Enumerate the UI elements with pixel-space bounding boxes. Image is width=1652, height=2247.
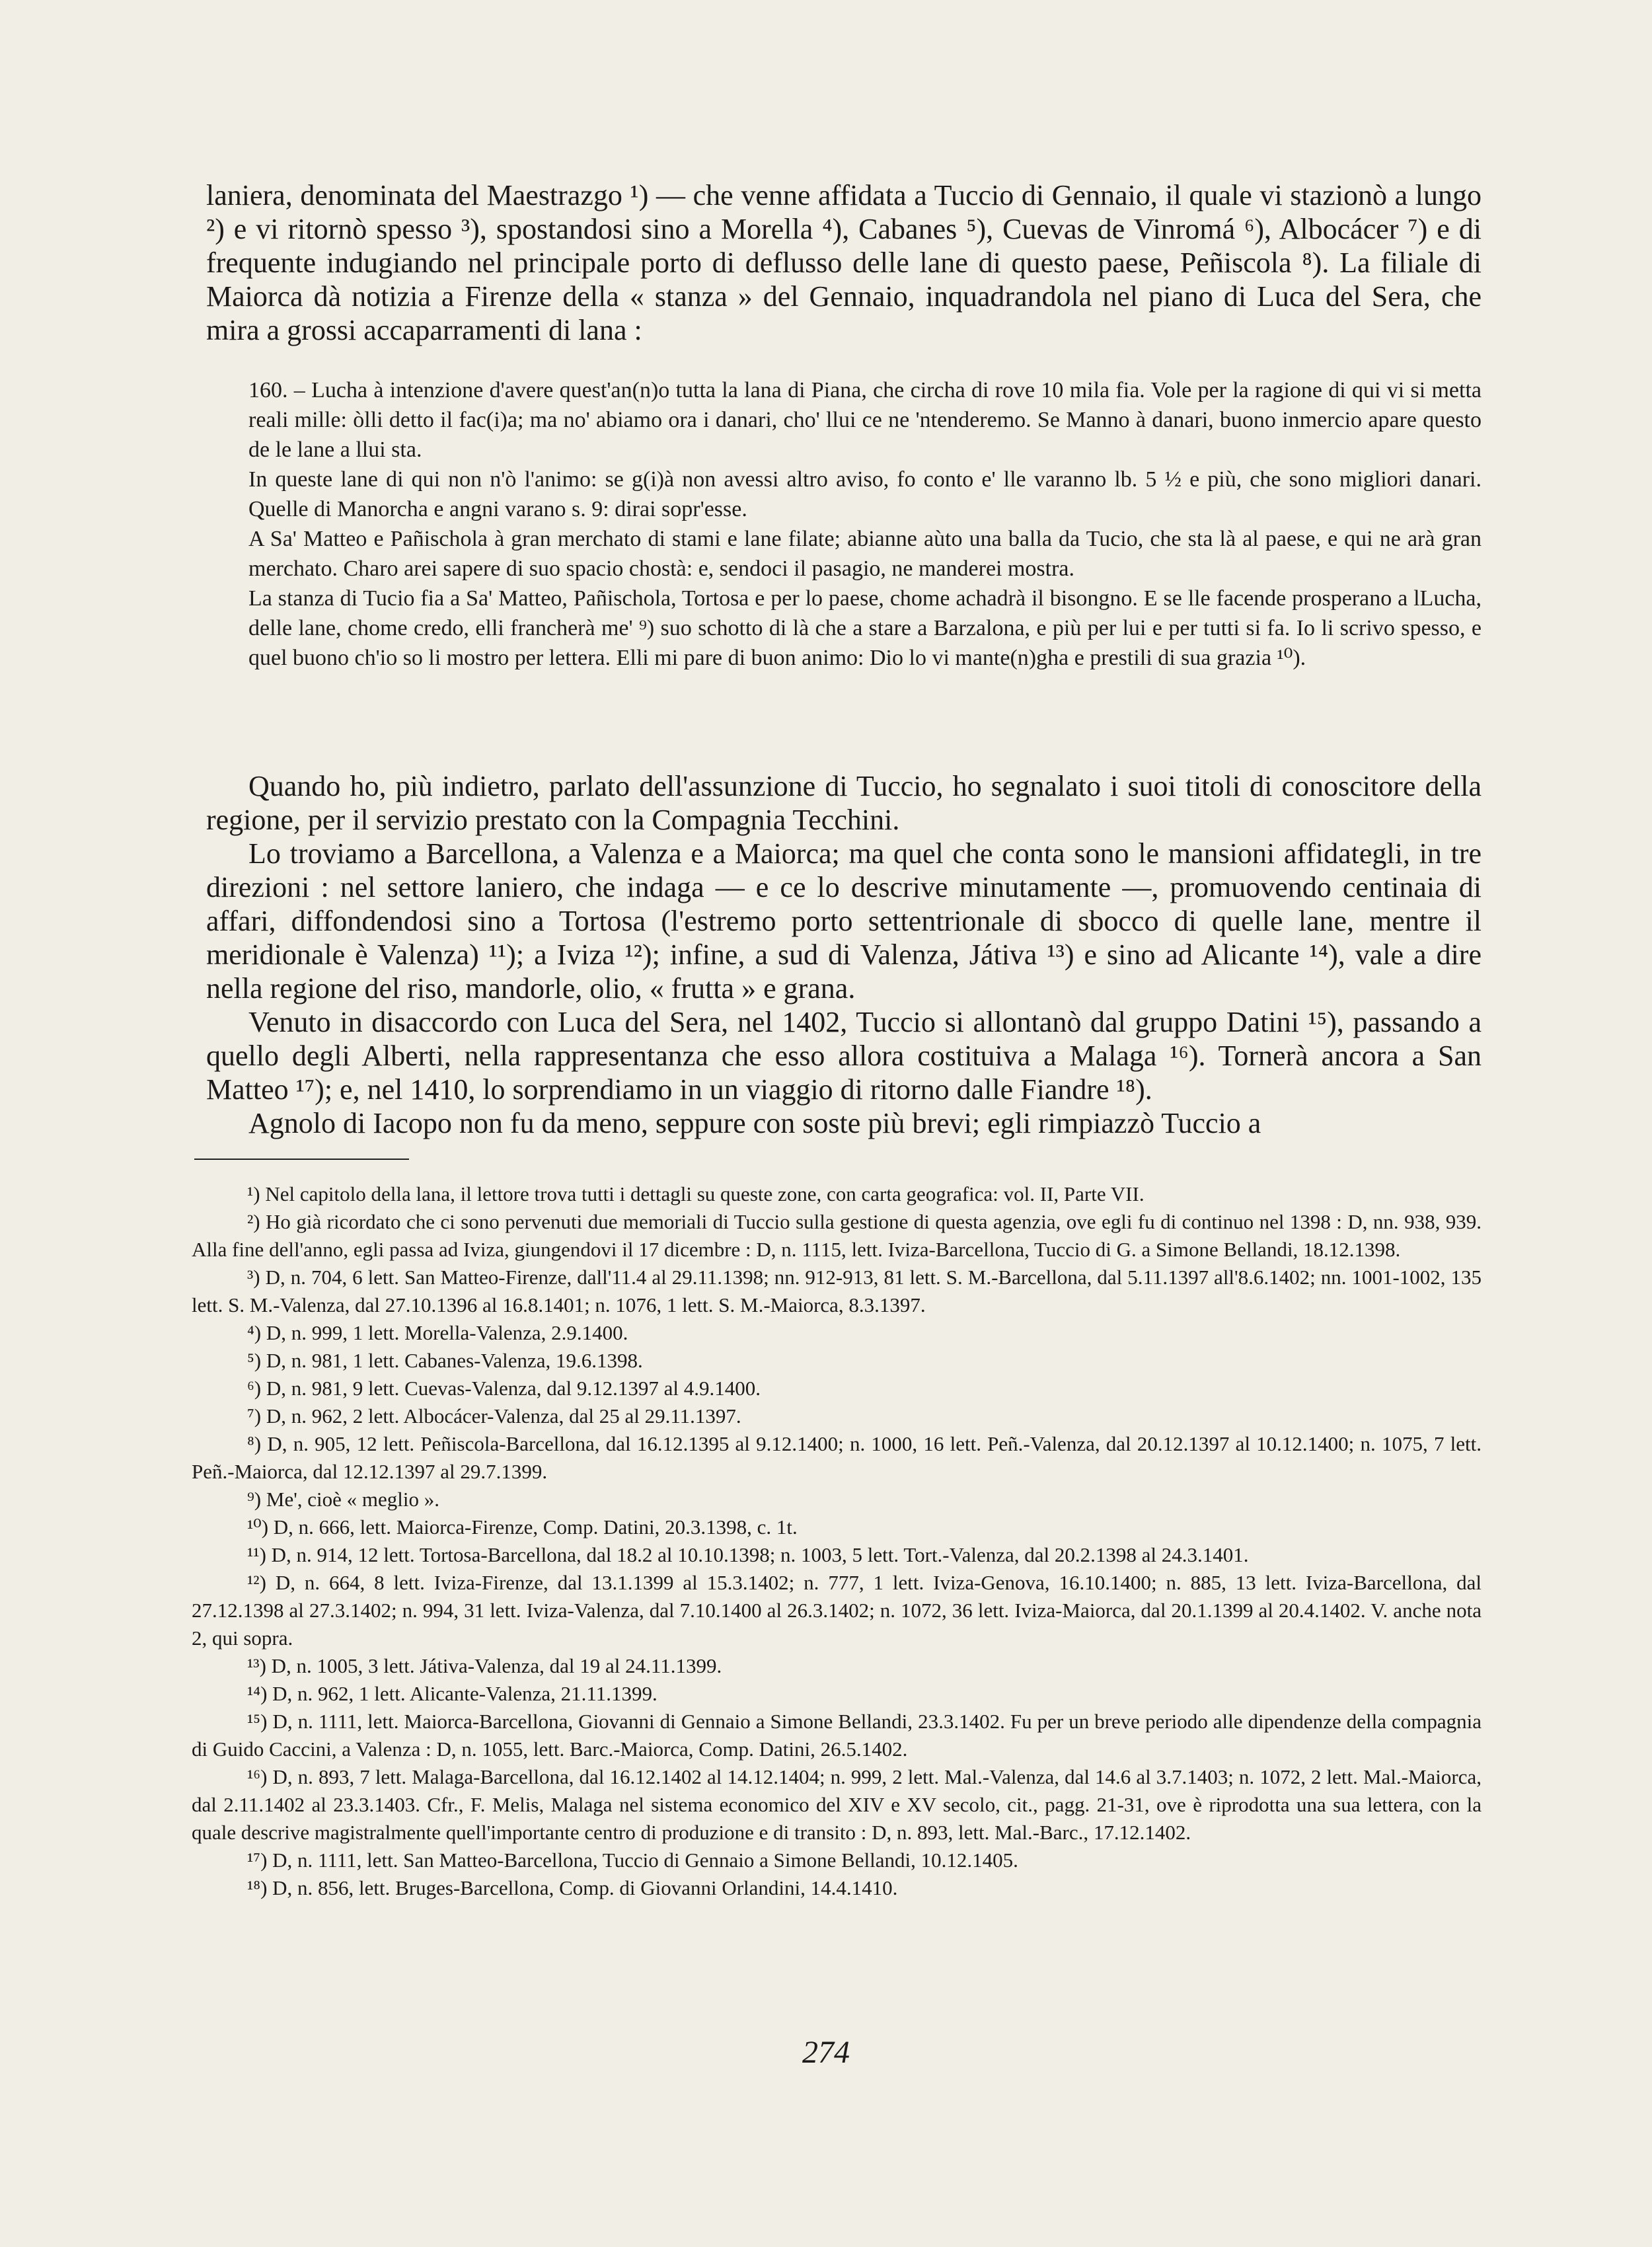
- footnote-divider: [194, 1159, 409, 1160]
- footnote: ¹⁰) D, n. 666, lett. Maiorca-Firenze, Comp. Datini, 20.3.1398, c. 1t.: [247, 1515, 798, 1539]
- quoted-letter: [248, 375, 1482, 673]
- footnote: ¹⁶) D, n. 893, 7 lett. Malaga-Barcellona, dal 16.12.1402 al 14.12.1404; n. 999, 2 lett. Mal.-Valenza, dal 14.6 al 3.7.1403; n. 1072, 2 lett. Mal.-Maiorca, dal 2.11.1402 al 23.3.1403. Cfr., F. Melis, Malaga nel sistema economico del XIV e XV secolo, cit., pagg. 21-31, ove è riprodotta una sua lettera, con la quale descrive magistralmente quell'importante centro di produzione e di transito : D, n. 893, lett. Mal.-Barc., 17.12.1402.: [192, 1765, 1482, 1844]
- footnote: ¹¹) D, n. 914, 12 lett. Tortosa-Barcellona, dal 18.2 al 10.10.1398; n. 1003, 5 lett. Tort.-Valenza, dal 20.2.1398 al 24.3.1401.: [247, 1543, 1249, 1566]
- footnote: ⁴) D, n. 999, 1 lett. Morella-Valenza, 2.9.1400.: [247, 1321, 628, 1344]
- footnote: ¹³) D, n. 1005, 3 lett. Játiva-Valenza, dal 19 al 24.11.1399.: [247, 1654, 722, 1677]
- main-paragraph: Quando ho, più indietro, parlato dell'assunzione di Tuccio, ho segnalato i suoi titoli di conoscitore della regione, per il servizio prestato con la Compagnia Tecchini.: [206, 770, 1482, 836]
- page-number: 274: [802, 2035, 850, 2070]
- footnote: ⁶) D, n. 981, 9 lett. Cuevas-Valenza, dal 9.12.1397 al 4.9.1400.: [247, 1377, 761, 1400]
- quote-paragraph: In queste lane di qui non n'ò l'animo: se g(i)à non avessi altro aviso, fo conto e' lle varanno lb. 5 ½ e più, che sono migliori danari. Quelle di Manorcha e angni varano s. 9: dirai sopr'esse.: [248, 467, 1482, 521]
- intro-paragraph: [206, 178, 1482, 347]
- main-paragraph: Lo troviamo a Barcellona, a Valenza e a Maiorca; ma quel che conta sono le mansioni affidategli, in tre direzioni : nel settore laniero, che indaga — e ce lo descrive minutamente —, promuovendo centinaia di affari, diffondendosi sino a Tortosa (l'estremo porto settentrionale di sbocco di quelle lane, mentre il meridionale è Valenza) ¹¹); a Iviza ¹²); infine, a sud di Valenza, Játiva ¹³) e sino ad Alicante ¹⁴), vale a dire nella regione del riso, mandorle, olio, « frutta » e grana.: [206, 837, 1482, 1005]
- main-text: [206, 769, 1482, 1140]
- main-paragraph: Agnolo di Iacopo non fu da meno, seppure con soste più brevi; egli rimpiazzò Tuccio a: [248, 1107, 1261, 1139]
- footnote: ¹⁷) D, n. 1111, lett. San Matteo-Barcellona, Tuccio di Gennaio a Simone Bellandi, 10.12.1405.: [247, 1848, 1018, 1872]
- footnote: ¹) Nel capitolo della lana, il lettore trova tutti i dettagli su queste zone, con carta geografica: vol. II, Parte VII.: [247, 1182, 1145, 1205]
- main-paragraph: Venuto in disaccordo con Luca del Sera, nel 1402, Tuccio si allontanò dal gruppo Datini ¹⁵), passando a quello degli Alberti, nella rappresentanza che esso allora costituiva a Malaga ¹⁶). Tornerà ancora a San Matteo ¹⁷); e, nel 1410, lo sorprendiamo in un viaggio di ritorno dalle Fiandre ¹⁸).: [206, 1006, 1482, 1106]
- footnote: ¹²) D, n. 664, 8 lett. Iviza-Firenze, dal 13.1.1399 al 15.3.1402; n. 777, 1 lett. Iviza-Genova, 16.10.1400; n. 885, 13 lett. Iviza-Barcellona, dal 27.12.1398 al 27.3.1402; n. 994, 31 lett. Iviza-Valenza, dal 7.10.1400 al 26.3.1402; n. 1072, 36 lett. Iviza-Maiorca, dal 20.1.1399 al 20.4.1402. V. anche nota 2, qui sopra.: [192, 1571, 1482, 1650]
- footnote: ⁸) D, n. 905, 12 lett. Peñiscola-Barcellona, dal 16.12.1395 al 9.12.1400; n. 1000, 16 lett. Peñ.-Valenza, dal 20.12.1397 al 10.12.1400; n. 1075, 7 lett. Peñ.-Maiorca, dal 12.12.1397 al 29.7.1399.: [192, 1432, 1482, 1483]
- intro-text: laniera, denominata del Maestrazgo ¹) — che venne affidata a Tuccio di Gennaio, il quale vi stazionò a lungo ²) e vi ritornò spesso ³), spostandosi sino a Morella ⁴), Cabanes ⁵), Cuevas de Vinromá ⁶), Albocácer ⁷) e di frequente indugiando nel principale porto di deflusso delle lane di questo paese, Peñiscola ⁸). La filiale di Maiorca dà notizia a Firenze della « stanza » del Gennaio, inquadrandola nel piano di Luca del Sera, che mira a grossi accaparramenti di lana :: [206, 179, 1482, 346]
- footnote: ¹⁸) D, n. 856, lett. Bruges-Barcellona, Comp. di Giovanni Orlandini, 14.4.1410.: [247, 1876, 898, 1899]
- quote-paragraph: La stanza di Tucio fia a Sa' Matteo, Pañischola, Tortosa e per lo paese, chome achadrà il bisongno. E se lle facende prosperano a lLucha, delle lane, chome credo, elli francherà me' ⁹) suo schotto di là che a stare a Barzalona, e più per lui e per tutti si fa. Io li scrivo spesso, e quel buono ch'io so li mostro per lettera. Elli mi pare di buon animo: Dio lo vi mante(n)gha e prestili di sua grazia ¹⁰).: [248, 586, 1482, 670]
- footnote: ⁹) Me', cioè « meglio ».: [247, 1488, 440, 1511]
- footnote: ⁷) D, n. 962, 2 lett. Albocácer-Valenza, dal 25 al 29.11.1397.: [247, 1404, 741, 1428]
- footnote: ²) Ho già ricordato che ci sono pervenuti due memoriali di Tuccio sulla gestione di questa agenzia, ove egli fu di continuo nel 1398 : D, nn. 938, 939. Alla fine dell'anno, egli passa ad Iviza, giungendovi il 17 dicembre : D, n. 1115, lett. Iviza-Barcellona, Tuccio di G. a Simone Bellandi, 18.12.1398.: [192, 1210, 1482, 1261]
- footnote: ⁵) D, n. 981, 1 lett. Cabanes-Valenza, 19.6.1398.: [247, 1349, 643, 1372]
- footnote: ¹⁴) D, n. 962, 1 lett. Alicante-Valenza, 21.11.1399.: [247, 1682, 657, 1705]
- quote-paragraph: 160. – Lucha à intenzione d'avere quest'an(n)o tutta la lana di Piana, che circha di rove 10 mila fia. Vole per la ragione di qui vi si metta reali mille: òlli detto il fac(i)a; ma no' abiamo ora i danari, cho' llui ce ne 'ntenderemo. Se Manno à danari, buono inmercio apare questo de le lane a llui sta.: [248, 378, 1482, 462]
- quote-paragraph: A Sa' Matteo e Pañischola à gran merchato di stami e lane filate; abianne aùto una balla da Tucio, che sta là al paese, e qui ne arà gran merchato. Charo arei sapere di suo spacio chostà: e, sendoci il pasagio, ne manderei mostra.: [248, 527, 1482, 581]
- footnotes: [192, 1180, 1482, 1902]
- footnote: ³) D, n. 704, 6 lett. San Matteo-Firenze, dall'11.4 al 29.11.1398; nn. 912-913, 81 lett. S. M.-Barcellona, dal 5.11.1397 all'8.6.1402; nn. 1001-1002, 135 lett. S. M.-Valenza, dal 27.10.1396 al 16.8.1401; n. 1076, 1 lett. S. M.-Maiorca, 8.3.1397.: [192, 1266, 1482, 1316]
- footnote: ¹⁵) D, n. 1111, lett. Maiorca-Barcellona, Giovanni di Gennaio a Simone Bellandi, 23.3.1402. Fu per un breve periodo alle dipendenze della compagnia di Guido Caccini, a Valenza : D, n. 1055, lett. Barc.-Maiorca, Comp. Datini, 26.5.1402.: [192, 1710, 1482, 1761]
